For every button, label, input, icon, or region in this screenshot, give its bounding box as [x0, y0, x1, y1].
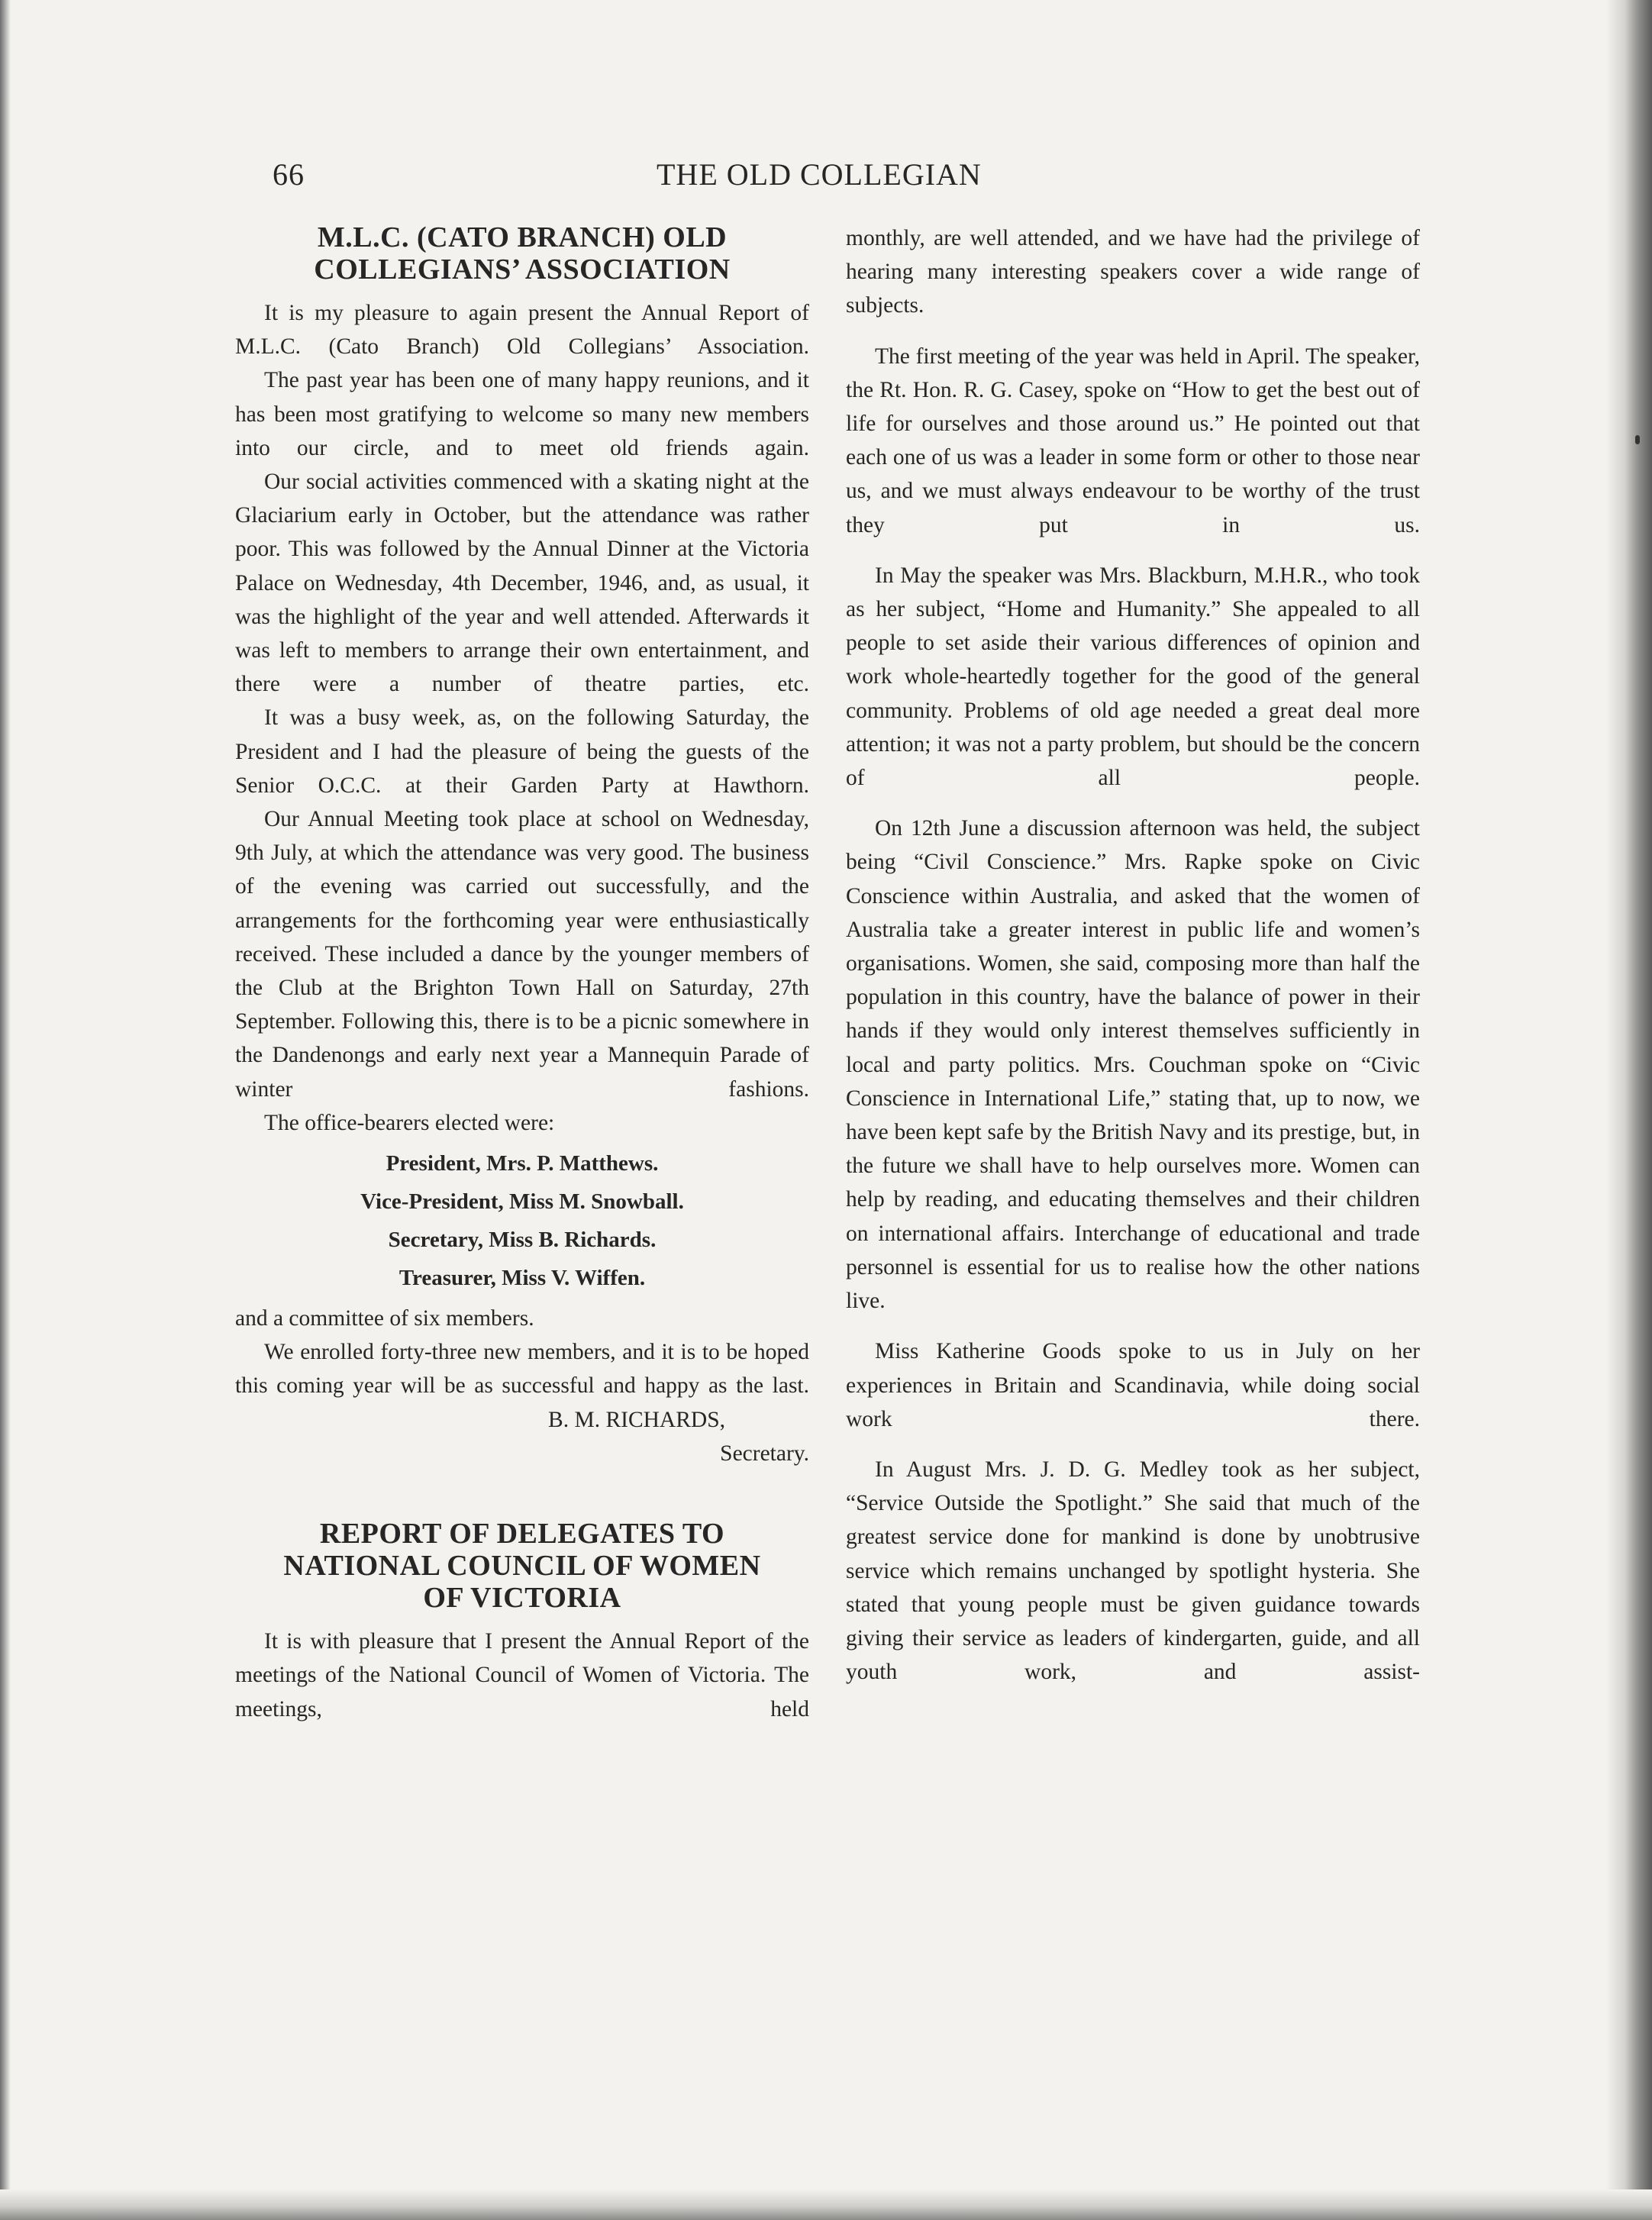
signature-name: B. M. RICHARDS, — [548, 1407, 725, 1432]
article-title-national-council — [235, 1518, 809, 1614]
title-line: NATIONAL COUNCIL OF WOMEN — [283, 1550, 761, 1583]
paragraph: Miss Katherine Goods spoke to us in July on her experiences in Britain and Scandinavia, while doing social work there. — [846, 1339, 1420, 1431]
binding-shadow — [0, 0, 11, 2220]
title-line: REPORT OF DELEGATES TO — [319, 1518, 725, 1550]
right-column — [846, 221, 1420, 1689]
paragraph: In August Mrs. J. D. G. Medley took as her subject, “Service Outside the Spotlight.” She said that much of the greatest service done for mankind is done by unobtrusive service which remains unchanged by spotlight hysteria. She stated that young people must be given guidance towards giving their service as leaders of kindergarten, guide, and all youth work, and assist- — [846, 1457, 1420, 1685]
paragraph: It is my pleasure to again present the Annual Report of M.L.C. (Cato Branch) Old Collegians’ Association. — [235, 301, 809, 360]
officer-treasurer: Treasurer, Miss V. Wiffen. — [398, 1266, 646, 1291]
office-bearers-list — [235, 1144, 809, 1297]
paragraph: The office-bearers elected were: — [264, 1110, 555, 1135]
paragraph: Our social activities commenced with a skating night at the Glaciarium early in October, but the attendance was rather poor. This was followed by the Annual Dinner at the Victoria Palace on Wednesday, 4th December, 1946, and, as usual, it was the highlight of the year and well attended. Afterwards it was left to members to arrange their own entertainment, and there were a number of theatre parties, etc. — [235, 469, 809, 697]
title-line: M.L.C. (CATO BRANCH) OLD — [317, 221, 728, 253]
paragraph: The past year has been one of many happy reunions, and it has been most gratifying to welcome so many new members into our circle, and to meet old friends again. — [235, 368, 809, 460]
officer-president: President, Mrs. P. Matthews. — [386, 1151, 659, 1176]
paragraph: The first meeting of the year was held in April. The speaker, the Rt. Hon. R. G. Casey, spoke on “How to get the best out of life for ourselves and those around us.” He pointed out that each one of us was a leader in some form or other to those near us, and we must always endeavour to be worthy of the trust they put in us. — [846, 344, 1420, 537]
page-number: 66 — [273, 157, 305, 192]
page-edge-right — [1606, 0, 1652, 2220]
paragraph: In May the speaker was Mrs. Blackburn, M.H.R., who took as her subject, “Home and Humanity.” She appealed to all people to set aside their various differences of opinion and work whole-heartedly together for the good of the general community. Problems of old age needed a great deal more attention; it was not a party problem, but should be the concern of all people. — [846, 563, 1420, 791]
running-title: THE OLD COLLEGIAN — [657, 157, 982, 192]
paragraph: and a committee of six members. — [235, 1306, 534, 1331]
article-title-cato-branch — [235, 221, 809, 286]
paragraph: We enrolled forty-three new members, and it is to be hoped this coming year will be as successful and happy as the last. — [235, 1340, 809, 1399]
paragraph: Our Annual Meeting took place at school on Wednesday, 9th July, at which the attendance was very good. The business of the evening was carried out successfully, and the arrangements for the forthcoming year were enthusiastically received. These included a dance by the younger members of the Club at the Brighton Town Hall on Saturday, 27th September. Following this, there is to be a picnic somewhere in the Dandenongs and early next year a Mannequin Parade of winter fashions. — [235, 807, 809, 1102]
paragraph: On 12th June a discussion afternoon was held, the subject being “Civil Conscience.” Mrs. Rapke spoke on Civic Conscience within Australia, and asked that the women of Australia take a greater interest in public life and women’s organisations. Women, she said, composing more than half the population in this country, have the balance of power in their hands if they would only interest themselves sufficiently in local and party politics. Mrs. Couchman spoke on “Civic Conscience in International Life,” stating that, up to now, we have been kept safe by the British Navy and its prestige, but, in the future we shall have to help ourselves more. Women can help by reading, and educating themselves and their children on international affairs. Interchange of educational and trade personnel is essential for us to realise how the other nations live. — [846, 816, 1420, 1314]
title-line: COLLEGIANS’ ASSOCIATION — [314, 253, 731, 286]
ink-mark — [1635, 435, 1640, 444]
title-line: OF VICTORIA — [423, 1582, 621, 1615]
page-edge-bottom — [0, 2189, 1652, 2220]
signature-title: Secretary. — [720, 1441, 809, 1466]
officer-secretary: Secretary, Miss B. Richards. — [388, 1228, 657, 1253]
paragraph: It was a busy week, as, on the following Saturday, the President and I had the pleasure of being the guests of the Senior O.C.C. at their Garden Party at Hawthorn. — [235, 705, 809, 798]
paragraph: monthly, are well attended, and we have had the privilege of hearing many interesting speakers cover a wide range of subjects. — [846, 226, 1420, 318]
officer-vice-president: Vice-President, Miss M. Snowball. — [360, 1189, 684, 1215]
left-column — [235, 221, 809, 1726]
paragraph: It is with pleasure that I present the Annual Report of the meetings of the National Council of Women of Victoria. The meetings, held — [235, 1629, 809, 1721]
